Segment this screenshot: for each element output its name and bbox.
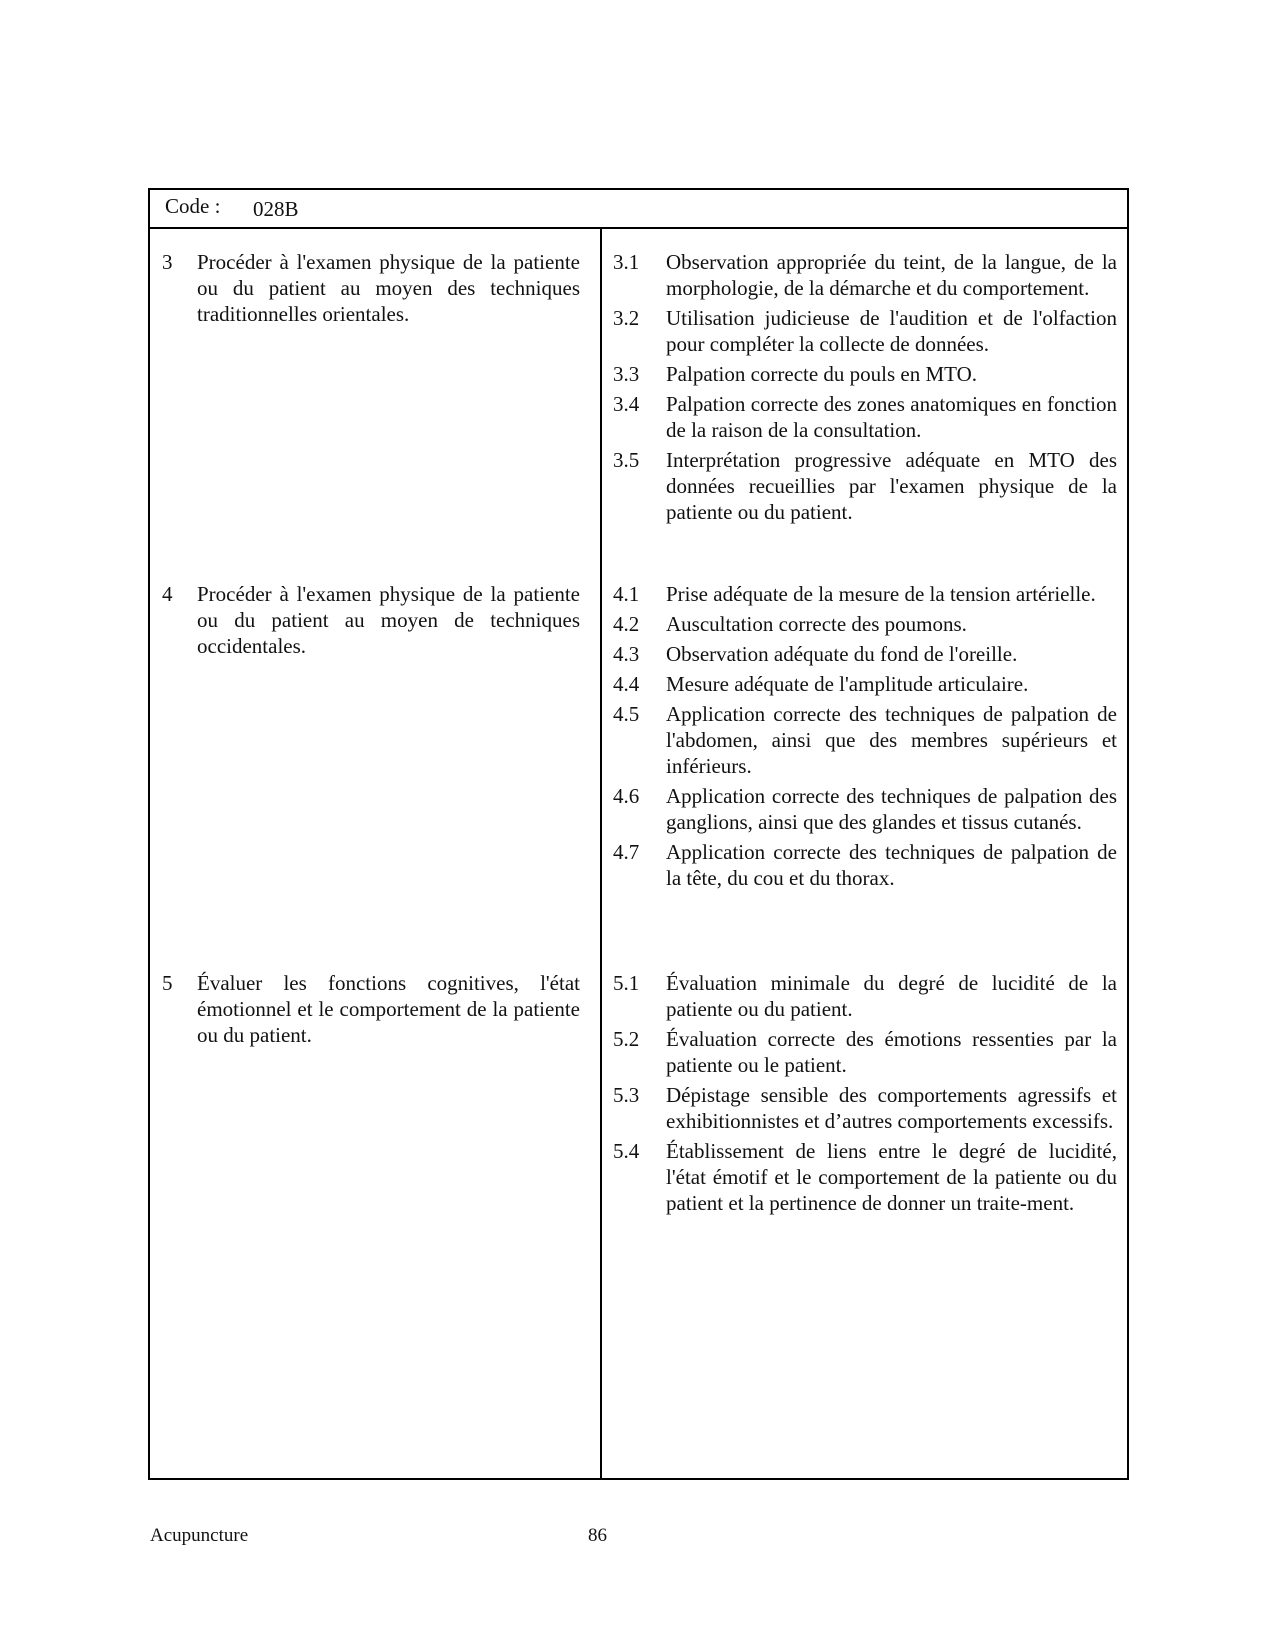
criterion-5-1: [613, 970, 1117, 1022]
criterion-3-4: [613, 391, 1117, 443]
criterion-number: 3.2: [613, 306, 640, 330]
criterion-number: 3.4: [613, 392, 640, 416]
criterion-5-4: [613, 1138, 1117, 1216]
code-header-row: [150, 190, 1127, 229]
criterion-text: Application correcte des techniques de palpation de l'abdomen, ainsi que des membres supérieurs et inférieurs.: [666, 702, 1117, 778]
criterion-4-3: [613, 641, 1117, 667]
criterion-3-2: [613, 305, 1117, 357]
footer-program-name: Acupuncture: [150, 1525, 249, 1546]
code-label: Code :: [165, 194, 221, 218]
criterion-number: 5.4: [613, 1139, 640, 1163]
criterion-4-5: [613, 701, 1117, 779]
criterion-3-5: [613, 447, 1117, 525]
criterion-text: Palpation correcte des zones anatomiques en fonction de la raison de la consultation.: [666, 392, 1117, 442]
competency-text: Procéder à l'examen physique de la patiente ou du patient au moyen des techniques traditionnelles orientales.: [197, 250, 580, 326]
competency-text: Évaluer les fonctions cognitives, l'état émotionnel et le comportement de la patiente ou du patient.: [197, 971, 580, 1047]
criterion-text: Application correcte des techniques de palpation de la tête, du cou et du thorax.: [666, 840, 1117, 890]
column-divider: [600, 227, 602, 1478]
competency-number: 5: [162, 971, 173, 995]
code-value: 028B: [253, 197, 299, 221]
criterion-text: Observation appropriée du teint, de la langue, de la morphologie, de la démarche et du comportement.: [666, 250, 1117, 300]
criterion-text: Établissement de liens entre le degré de lucidité, l'état émotif et le comportement de la patiente ou du patient et la pertinence de donner un traite-ment.: [666, 1139, 1117, 1215]
footer-page-number: 86: [588, 1525, 607, 1546]
criterion-number: 4.1: [613, 582, 640, 606]
competency-number: 3: [162, 250, 173, 274]
criteria-list-4: [613, 581, 1117, 895]
criterion-number: 4.5: [613, 702, 640, 726]
criterion-number: 5.3: [613, 1083, 640, 1107]
criterion-text: Palpation correcte du pouls en MTO.: [666, 362, 978, 386]
criterion-4-2: [613, 611, 1117, 637]
criterion-text: Application correcte des techniques de palpation des ganglions, ainsi que des glandes et tissus cutanés.: [666, 784, 1117, 834]
criterion-3-1: [613, 249, 1117, 301]
criterion-4-6: [613, 783, 1117, 835]
criterion-number: 3.1: [613, 250, 640, 274]
competency-text: Procéder à l'examen physique de la patiente ou du patient au moyen de techniques occidentales.: [197, 582, 580, 658]
criterion-5-2: [613, 1026, 1117, 1078]
criterion-number: 4.4: [613, 672, 640, 696]
criterion-number: 3.3: [613, 362, 640, 386]
criterion-number: 4.2: [613, 612, 640, 636]
criterion-text: Auscultation correcte des poumons.: [666, 612, 967, 636]
criterion-number: 4.6: [613, 784, 640, 808]
criterion-5-3: [613, 1082, 1117, 1134]
criterion-text: Mesure adéquate de l'amplitude articulaire.: [666, 672, 1029, 696]
criterion-number: 5.2: [613, 1027, 640, 1051]
criterion-text: Interprétation progressive adéquate en MTO des données recueillies par l'examen physique de la patiente ou du patient.: [666, 448, 1117, 524]
criterion-3-3: [613, 361, 1117, 387]
criterion-number: 4.3: [613, 642, 640, 666]
criterion-4-1: [613, 581, 1117, 607]
criteria-list-5: [613, 970, 1117, 1220]
criterion-text: Évaluation minimale du degré de lucidité de la patiente ou du patient.: [666, 971, 1117, 1021]
criterion-text: Prise adéquate de la mesure de la tension artérielle.: [666, 582, 1096, 606]
criterion-text: Évaluation correcte des émotions ressenties par la patiente ou le patient.: [666, 1027, 1117, 1077]
criterion-number: 5.1: [613, 971, 640, 995]
criteria-list-3: [613, 249, 1117, 529]
competency-table: [148, 188, 1129, 1480]
criterion-number: 3.5: [613, 448, 640, 472]
criterion-text: Dépistage sensible des comportements agressifs et exhibitionnistes et d’autres comportements excessifs.: [666, 1083, 1117, 1133]
criterion-text: Utilisation judicieuse de l'audition et de l'olfaction pour compléter la collecte de données.: [666, 306, 1117, 356]
competency-number: 4: [162, 582, 173, 606]
criterion-4-7: [613, 839, 1117, 891]
criterion-number: 4.7: [613, 840, 640, 864]
criterion-text: Observation adéquate du fond de l'oreille.: [666, 642, 1018, 666]
criterion-4-4: [613, 671, 1117, 697]
